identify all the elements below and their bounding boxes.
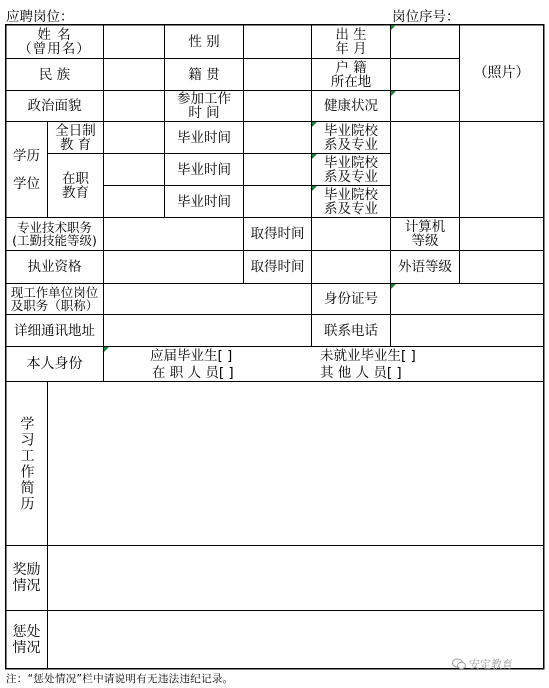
- obtain-time-input-cell-1[interactable]: [312, 218, 390, 250]
- school-major-input-cell-1[interactable]: [391, 122, 543, 153]
- option-unemployed-graduate[interactable]: 未就业毕业生[ ]: [320, 348, 416, 364]
- work-start-input-cell[interactable]: [244, 91, 311, 121]
- fulltime-education-label: 全日制 教 育: [55, 122, 96, 153]
- cell-marker: [104, 347, 109, 352]
- native-place-input-cell[interactable]: [244, 59, 311, 90]
- awards-label-text: 奖励情况: [12, 562, 41, 594]
- resume-input-area[interactable]: [48, 382, 543, 545]
- phone-label: 联系电话: [324, 322, 378, 339]
- inservice-degree-input-cell-2[interactable]: [104, 186, 164, 217]
- grad-time-input-cell-1[interactable]: [244, 122, 311, 153]
- school-major-input-cell-3[interactable]: [391, 186, 543, 217]
- foreign-language-label: 外语等级: [398, 259, 452, 275]
- photo-box[interactable]: （照片）: [473, 65, 530, 81]
- grad-time-label-1: 毕业时间: [177, 129, 231, 146]
- education-degree-label: 学历 学位: [13, 147, 40, 192]
- computer-level-label: 计算机 等级: [404, 219, 446, 249]
- hukou-input-cell[interactable]: [391, 59, 459, 90]
- watermark-text: 安定教育: [469, 658, 513, 671]
- political-status-label: 政治面貌: [27, 98, 82, 114]
- id-number-label: 身份证号: [324, 291, 378, 307]
- footer-note: 注：“惩处情况”栏中请说明有无违法违纪记录。: [6, 673, 234, 685]
- grad-time-input-cell-3[interactable]: [244, 186, 311, 217]
- birth-date-label: 出 生 年 月: [335, 26, 367, 57]
- current-post-input-cell[interactable]: [104, 284, 311, 314]
- inservice-education-label: 在职 教育: [62, 170, 89, 201]
- school-major-label-2: 毕业院校 系及专业: [324, 154, 378, 185]
- school-major-input-cell-2[interactable]: [391, 154, 543, 185]
- birth-date-input-cell[interactable]: [391, 25, 459, 58]
- position-number-label: 岗位序号：: [392, 9, 460, 25]
- foreign-language-input-cell[interactable]: [460, 251, 543, 283]
- option-other[interactable]: 其 他 人 员[ ]: [320, 365, 402, 381]
- identity-label: 本人身份: [26, 356, 83, 372]
- resume-label: 学习工作简历: [18, 415, 35, 512]
- grad-time-label-3: 毕业时间: [177, 193, 231, 210]
- address-input-cell[interactable]: [104, 315, 311, 346]
- discipline-label: [6, 611, 47, 668]
- name-input-cell[interactable]: [104, 25, 164, 58]
- grad-time-label-2: 毕业时间: [177, 161, 231, 178]
- watermark: [452, 656, 513, 672]
- qualification-input-cell[interactable]: [104, 251, 243, 283]
- awards-label: [6, 546, 47, 610]
- option-employed[interactable]: 在 职 人 员[ ]: [152, 365, 234, 381]
- obtain-time-label-1: 取得时间: [250, 226, 305, 242]
- obtain-time-input-cell-2[interactable]: [312, 251, 390, 283]
- professional-title-input-cell[interactable]: [104, 218, 243, 250]
- inservice-degree-input-cell-1[interactable]: [104, 154, 164, 185]
- id-number-input-cell[interactable]: [391, 284, 543, 314]
- ethnicity-input-cell[interactable]: [104, 59, 164, 90]
- current-post-label: 现工作单位岗位 及职务（职称）: [10, 285, 99, 313]
- health-input-cell[interactable]: [391, 91, 459, 121]
- name-label: 姓 名 （曾用名）: [18, 26, 91, 57]
- political-status-input-cell[interactable]: [104, 91, 164, 121]
- wechat-icon: [452, 658, 466, 670]
- phone-input-cell[interactable]: [391, 315, 543, 346]
- school-major-label-3: 毕业院校 系及专业: [324, 186, 378, 217]
- hukou-label: 户 籍 所在地: [330, 59, 372, 90]
- awards-input-area[interactable]: [48, 546, 543, 610]
- health-label: 健康状况: [324, 98, 378, 114]
- computer-level-input-cell[interactable]: [460, 218, 543, 250]
- grad-time-input-cell-2[interactable]: [244, 154, 311, 185]
- school-major-label-1: 毕业院校 系及专业: [324, 122, 378, 153]
- address-label: 详细通讯地址: [14, 322, 95, 339]
- applied-position-label: 应聘岗位：: [6, 9, 74, 25]
- fulltime-degree-input-cell[interactable]: [104, 122, 164, 153]
- professional-title-label: 专业技术职务 (工勤技能等级): [12, 220, 97, 248]
- option-fresh-graduate[interactable]: 应届毕业生[ ]: [150, 348, 233, 364]
- obtain-time-label-2: 取得时间: [250, 259, 305, 275]
- discipline-label-text: 惩处情况: [12, 623, 41, 656]
- gender-label: 性 别: [188, 33, 220, 50]
- qualification-label: 执业资格: [27, 259, 82, 275]
- native-place-label: 籍 贯: [188, 66, 220, 83]
- gender-input-cell[interactable]: [244, 25, 311, 58]
- work-start-label: 参加工作 时 间: [177, 91, 231, 121]
- ethnicity-label: 民 族: [38, 66, 71, 83]
